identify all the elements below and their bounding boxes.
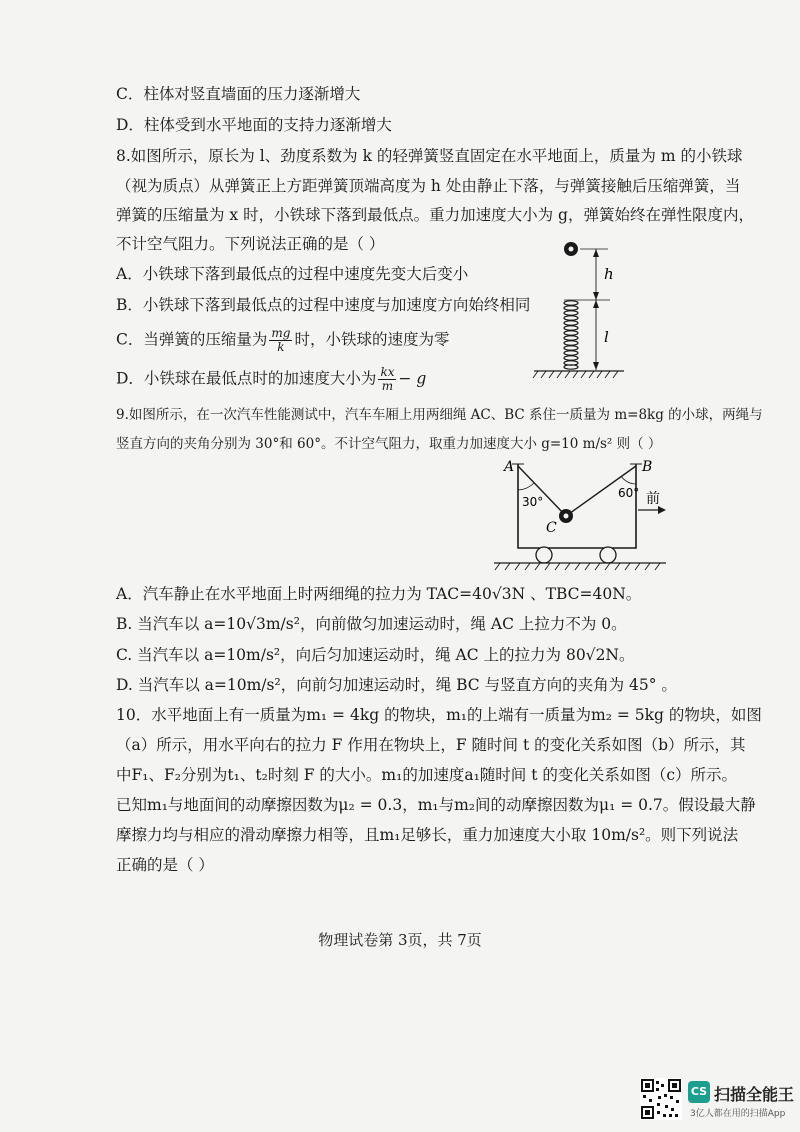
- cs-logo: CS: [688, 1081, 710, 1103]
- wheel-front: [600, 547, 616, 563]
- label-c: C: [546, 520, 557, 536]
- label-a: A: [504, 459, 515, 475]
- page-footer: 物理试卷第 3页，共 7页: [318, 931, 482, 949]
- q10-stem-4: 已知m₁与地面间的动摩擦因数为μ₂ = 0.3，m₁与m₂间的动摩擦因数为μ₁ = 0.7。假设最大静: [116, 796, 756, 814]
- q8-option-b: B．小铁球下落到最低点的过程中速度与加速度方向始终相同: [116, 296, 531, 314]
- q8-stem-3: 弹簧的压缩量为 x 时，小铁球下落到最低点。重力加速度大小为 g，弹簧始终在弹性限度内，: [116, 206, 754, 224]
- q9-cart-figure: [490, 456, 670, 576]
- scanner-brand: 扫描全能王: [714, 1085, 795, 1104]
- label-forward: 前: [646, 491, 660, 507]
- q8-stem-4: 不计空气阻力。下列说法正确的是（ ）: [116, 235, 385, 253]
- scanner-tagline: 3亿人都在用的扫描App: [690, 1109, 786, 1119]
- q8-stem-2: （视为质点）从弹簧正上方距弹簧顶端高度为 h 处由静止下落，与弹簧接触后压缩弹簧，当: [116, 177, 741, 195]
- angle-30: 30°: [522, 495, 544, 509]
- forward-arrow-icon: [658, 506, 666, 514]
- q9-option-c: C. 当汽车以 a=10m/s²，向后匀加速运动时，绳 AC 上的拉力为 80√2N。: [116, 646, 635, 664]
- q10-stem-5: 摩擦力均与相应的滑动摩擦力相等，且m₁足够长，重力加速度大小取 10m/s²。则下列说法: [116, 826, 739, 844]
- fraction-mg-k: $\frac{mg}{k}$: [271, 326, 291, 354]
- fraction-kx-m: $\frac{kx}{m}$: [380, 365, 395, 393]
- q8-spring-figure: [528, 232, 628, 382]
- label-b: B: [642, 459, 653, 475]
- wheel-rear: [536, 547, 552, 563]
- q10-stem-3: 中F₁、F₂分别为t₁、t₂时刻 F 的大小。m₁的加速度a₁随时间 t 的变化关系如图（c）所示。: [116, 766, 738, 784]
- q8-stem-1: 8.如图所示，原长为 l、劲度系数为 k 的轻弹簧竖直固定在水平地面上，质量为 m 的小铁球: [116, 147, 743, 165]
- label-h: h: [604, 265, 614, 283]
- label-l: l: [604, 328, 609, 346]
- angle-60: 60°: [618, 486, 640, 500]
- q8-option-a: A．小铁球下落到最低点的过程中速度先变大后变小: [116, 265, 469, 283]
- spring: [564, 301, 578, 369]
- q9-stem-2: 竖直方向的夹角分别为 30°和 60°。不计空气阻力，取重力加速度大小 g=10 m/s² 则（ ）: [116, 436, 662, 452]
- q9-option-b: B. 当汽车以 a=10√3m/s²，向前做匀加速运动时，绳 AC 上拉力不为 0。: [116, 615, 627, 633]
- q10-stem-1: 10．水平地面上有一质量为m₁ = 4kg 的物块，m₁的上端有一质量为m₂ = 5kg 的物块，如图: [116, 706, 762, 724]
- q9-stem-1: 9.如图所示，在一次汽车性能测试中，汽车车厢上用两细绳 AC、BC 系住一质量为 m=8kg 的小球，两绳与: [116, 407, 763, 423]
- qr-code-icon: [640, 1078, 682, 1120]
- q8-option-d: D．小铁球在最低点时的加速度大小为 $\frac{kx}{m}$ − g: [116, 365, 427, 393]
- q10-stem-2: （a）所示，用水平向右的拉力 F 作用在物块上，F 随时间 t 的变化关系如图（b）所示，其: [116, 736, 746, 754]
- option-d-prev: D．柱体受到水平地面的支持力逐渐增大: [116, 116, 392, 134]
- option-c-prev: C．柱体对竖直墙面的压力逐渐增大: [116, 85, 361, 103]
- q8-option-c: C．当弹簧的压缩量为 $\frac{mg}{k}$ 时，小铁球的速度为零: [116, 326, 450, 354]
- q10-stem-6: 正确的是（ ）: [116, 856, 214, 874]
- q9-option-a: A．汽车静止在水平地面上时两细绳的拉力为 TAC=40√3N 、TBC=40N。: [116, 585, 642, 603]
- q9-option-d: D. 当汽车以 a=10m/s²，向前匀加速运动时，绳 BC 与竖直方向的夹角为 45° 。: [116, 676, 677, 694]
